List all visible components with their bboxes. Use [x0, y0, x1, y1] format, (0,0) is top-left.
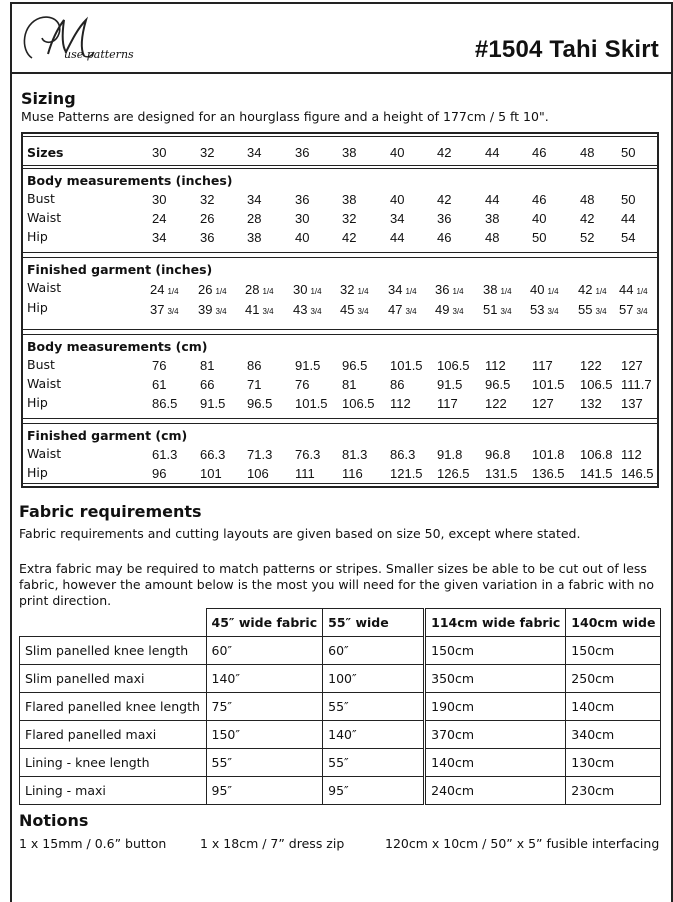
measurement-value: 96.5 [342, 358, 368, 373]
fraction-part: 3/4 [310, 307, 322, 316]
measurement-value: 86 [247, 358, 262, 373]
fraction-part: 1/4 [167, 287, 179, 296]
whole-part: 43 [293, 302, 308, 317]
fabric-amount: 55″ [206, 749, 323, 777]
measurement-value: 36 [295, 192, 310, 207]
measurement-value: 96.8 [485, 447, 511, 462]
whole-part: 51 [483, 302, 498, 317]
measurement-value: 106.5 [580, 377, 613, 392]
row-label: Waist [27, 210, 62, 225]
notion-interfacing: 120cm x 10cm / 50” x 5” fusible interfacing [385, 836, 660, 851]
measurement-value: 42 [342, 230, 357, 245]
measurement-value: 126.5 [437, 466, 470, 481]
notions-heading: Notions [19, 811, 89, 830]
measurement-value: 112 [390, 396, 411, 411]
fabric-note: Extra fabric may be required to match patterns or stripes. Smaller sizes be able to be cut out of less fabric, however the amount below is the most you will need for the given variation in a fabric with no print direction. [19, 561, 654, 608]
group-title: Finished garment (inches) [27, 262, 213, 277]
measurement-value: 91.8 [437, 447, 463, 462]
measurement-value: 91.5 [200, 396, 226, 411]
fraction-part: 1/4 [357, 287, 369, 296]
measurement-value: 76.3 [295, 447, 321, 462]
measurement-value: 91.5 [437, 377, 463, 392]
measurement-value: 48 [580, 192, 595, 207]
measurement-value: 81.3 [342, 447, 368, 462]
row-label: Hip [27, 465, 48, 480]
measurement-value: 106.8 [580, 447, 613, 462]
variation-label: Flared panelled maxi [20, 721, 207, 749]
fabric-amount: 150cm [566, 637, 661, 665]
measurement-value: 121.5 [390, 466, 423, 481]
measurement-value: 106 [247, 466, 269, 481]
measurement-value: 30 [152, 192, 167, 207]
fabric-amount: 60″ [323, 637, 425, 665]
fraction-part: 3/4 [500, 307, 512, 316]
row-label: Waist [27, 280, 62, 295]
measurement-value: 38 [485, 211, 500, 226]
whole-part: 55 [578, 302, 593, 317]
measurement-value: 32 [342, 211, 357, 226]
sizing-intro: Muse Patterns are designed for an hourglass figure and a height of 177cm / 5 ft 10". [21, 109, 549, 124]
measurement-value: 48 [485, 230, 500, 245]
measurement-value: 40 [295, 230, 310, 245]
fraction-part: 1/4 [636, 287, 648, 296]
measurement-value: 61 [152, 377, 167, 392]
measurement-value: 46 [437, 230, 452, 245]
fraction-part: 1/4 [452, 287, 464, 296]
size-value: 44 [485, 145, 500, 160]
measurement-value: 76 [295, 377, 310, 392]
group-title: Body measurements (inches) [27, 173, 233, 188]
whole-part: 47 [388, 302, 403, 317]
fraction-part: 1/4 [595, 287, 607, 296]
measurement-value: 61.3 [152, 447, 178, 462]
fraction-part: 1/4 [500, 287, 512, 296]
header [10, 2, 673, 74]
measurement-value: 96.5 [247, 396, 273, 411]
fabric-amount: 140″ [206, 665, 323, 693]
sizes-row-box [21, 136, 659, 166]
measurement-value: 117 [532, 358, 553, 373]
fabric-amount: 140″ [323, 721, 425, 749]
measurement-value: 28 [247, 211, 262, 226]
measurement-value [340, 302, 369, 317]
measurement-value: 96.5 [485, 377, 511, 392]
measurement-value [578, 302, 607, 317]
fraction-part: 3/4 [215, 307, 227, 316]
variation-label: Flared panelled knee length [20, 693, 207, 721]
row-label: Waist [27, 376, 62, 391]
measurement-value: 122 [580, 358, 602, 373]
row-label: Hip [27, 395, 48, 410]
fraction-part: 1/4 [310, 287, 322, 296]
measurement-value: 44 [390, 230, 405, 245]
measurement-value: 24 [152, 211, 167, 226]
measurement-value: 36 [437, 211, 452, 226]
measurement-value: 30 [295, 211, 310, 226]
column-header: 55″ wide [323, 609, 425, 637]
measurement-value: 44 [621, 211, 636, 226]
measurement-value [245, 282, 274, 297]
measurement-value: 32 [200, 192, 215, 207]
whole-part: 34 [388, 282, 403, 297]
measurement-value: 106.5 [437, 358, 470, 373]
fabric-amount: 60″ [206, 637, 323, 665]
fabric-intro: Fabric requirements and cutting layouts are given based on size 50, except where stated. [19, 526, 581, 541]
fabric-amount: 95″ [323, 777, 425, 805]
measurement-value: 34 [390, 211, 405, 226]
whole-part: 37 [150, 302, 165, 317]
measurement-value [530, 282, 559, 297]
measurement-value: 146.5 [621, 466, 654, 481]
size-value: 36 [295, 145, 310, 160]
fabric-amount: 55″ [323, 693, 425, 721]
row-label: Bust [27, 191, 55, 206]
measurement-value [435, 302, 464, 317]
fraction-part: 3/4 [547, 307, 559, 316]
whole-part: 26 [198, 282, 213, 297]
fabric-amount: 370cm [425, 721, 566, 749]
measurement-value: 106.5 [342, 396, 375, 411]
whole-part: 38 [483, 282, 498, 297]
whole-part: 57 [619, 302, 634, 317]
size-value: 50 [621, 145, 636, 160]
measurement-value [483, 302, 512, 317]
fabric-amount: 140cm [425, 749, 566, 777]
logo-text: use patterns [64, 48, 134, 61]
fraction-part: 1/4 [215, 287, 227, 296]
fraction-part: 3/4 [636, 307, 648, 316]
measurement-value [619, 282, 648, 297]
size-value: 42 [437, 145, 452, 160]
table-row [20, 665, 661, 693]
measurement-value: 44 [485, 192, 500, 207]
row-label: Hip [27, 300, 48, 315]
fraction-part: 3/4 [452, 307, 464, 316]
fraction-part: 3/4 [595, 307, 607, 316]
table-row [20, 721, 661, 749]
fabric-amount: 190cm [425, 693, 566, 721]
measurement-value [340, 282, 369, 297]
measurement-value [530, 302, 559, 317]
whole-part: 44 [619, 282, 634, 297]
measurement-value: 127 [532, 396, 554, 411]
whole-part: 36 [435, 282, 450, 297]
measurement-value: 111.7 [621, 377, 652, 392]
fabric-amount: 55″ [323, 749, 425, 777]
measurement-value: 34 [152, 230, 167, 245]
measurement-value: 40 [532, 211, 547, 226]
measurement-value: 50 [621, 192, 636, 207]
measurement-value [619, 302, 648, 317]
whole-part: 49 [435, 302, 450, 317]
fraction-part: 3/4 [262, 307, 274, 316]
measurement-value [198, 282, 227, 297]
size-value: 40 [390, 145, 405, 160]
measurement-value [388, 302, 417, 317]
measurement-value [150, 282, 179, 297]
fabric-amount: 100″ [323, 665, 425, 693]
measurement-value: 81 [200, 358, 215, 373]
measurement-value [483, 282, 512, 297]
fraction-part: 3/4 [357, 307, 369, 316]
measurement-value: 36 [200, 230, 215, 245]
measurement-value [245, 302, 274, 317]
measurement-value: 101.5 [295, 396, 328, 411]
measurement-value: 40 [390, 192, 405, 207]
pattern-title: #1504 Tahi Skirt [474, 36, 659, 63]
size-value: 32 [200, 145, 215, 160]
measurement-value: 76 [152, 358, 167, 373]
measurement-value: 101.8 [532, 447, 565, 462]
table-row [20, 637, 661, 665]
table-row [20, 749, 661, 777]
measurement-value: 86 [390, 377, 405, 392]
column-header: 114cm wide fabric [425, 609, 566, 637]
measurement-value: 54 [621, 230, 636, 245]
measurement-value: 86.3 [390, 447, 416, 462]
fabric-amount: 250cm [566, 665, 661, 693]
measurement-value: 91.5 [295, 358, 321, 373]
column-header: 140cm wide [566, 609, 661, 637]
measurement-value: 101.5 [390, 358, 423, 373]
measurement-value: 136.5 [532, 466, 565, 481]
fraction-part: 1/4 [405, 287, 417, 296]
whole-part: 39 [198, 302, 213, 317]
measurement-value: 111 [295, 466, 315, 481]
fabric-amount: 75″ [206, 693, 323, 721]
measurement-value: 131.5 [485, 466, 518, 481]
fabric-amount: 140cm [566, 693, 661, 721]
measurement-value [198, 302, 227, 317]
fabric-amount: 230cm [566, 777, 661, 805]
measurement-value [293, 302, 322, 317]
measurement-value: 137 [621, 396, 643, 411]
measurement-value: 141.5 [580, 466, 613, 481]
whole-part: 53 [530, 302, 545, 317]
column-header: 45″ wide fabric [206, 609, 323, 637]
whole-part: 32 [340, 282, 355, 297]
fabric-amount: 350cm [425, 665, 566, 693]
whole-part: 42 [578, 282, 593, 297]
measurement-value: 116 [342, 466, 363, 481]
measurement-value [435, 282, 464, 297]
measurement-value: 86.5 [152, 396, 178, 411]
whole-part: 24 [150, 282, 165, 297]
whole-part: 28 [245, 282, 260, 297]
measurement-value: 42 [580, 211, 595, 226]
row-label: Hip [27, 229, 48, 244]
whole-part: 45 [340, 302, 355, 317]
measurement-value [388, 282, 417, 297]
measurement-value: 66.3 [200, 447, 226, 462]
measurement-value: 81 [342, 377, 357, 392]
measurement-value: 101 [200, 466, 222, 481]
notion-button: 1 x 15mm / 0.6” button [19, 836, 167, 851]
measurement-value: 132 [580, 396, 602, 411]
measurement-value [293, 282, 322, 297]
measurement-value: 66 [200, 377, 215, 392]
fabric-amount: 95″ [206, 777, 323, 805]
fraction-part: 3/4 [167, 307, 179, 316]
size-value: 34 [247, 145, 262, 160]
fabric-heading: Fabric requirements [19, 502, 202, 521]
fabric-amount: 240cm [425, 777, 566, 805]
variation-label: Lining - knee length [20, 749, 207, 777]
table-row [20, 777, 661, 805]
sizes-label: Sizes [27, 145, 64, 160]
measurement-value: 26 [200, 211, 215, 226]
row-label: Bust [27, 357, 55, 372]
measurement-value: 42 [437, 192, 452, 207]
measurement-value: 38 [342, 192, 357, 207]
fabric-amount: 130cm [566, 749, 661, 777]
measurement-value: 101.5 [532, 377, 565, 392]
measurement-value: 122 [485, 396, 507, 411]
fabric-amount: 150″ [206, 721, 323, 749]
size-value: 30 [152, 145, 167, 160]
notion-zip: 1 x 18cm / 7” dress zip [200, 836, 345, 851]
fraction-part: 1/4 [547, 287, 559, 296]
whole-part: 40 [530, 282, 545, 297]
measurement-value [150, 302, 179, 317]
measurement-value: 52 [580, 230, 595, 245]
measurement-value: 127 [621, 358, 643, 373]
measurement-value: 38 [247, 230, 262, 245]
measurement-value: 46 [532, 192, 547, 207]
row-label: Waist [27, 446, 62, 461]
measurement-value: 71 [247, 377, 262, 392]
sizing-heading: Sizing [21, 89, 76, 108]
whole-part: 41 [245, 302, 260, 317]
whole-part: 30 [293, 282, 308, 297]
variation-label: Slim panelled maxi [20, 665, 207, 693]
fabric-amount: 340cm [566, 721, 661, 749]
variation-label: Lining - maxi [20, 777, 207, 805]
measurement-value: 71.3 [247, 447, 273, 462]
fraction-part: 1/4 [262, 287, 274, 296]
measurement-value: 112 [621, 447, 642, 462]
size-value: 38 [342, 145, 357, 160]
fabric-amount: 150cm [425, 637, 566, 665]
table-row [20, 693, 661, 721]
variation-label: Slim panelled knee length [20, 637, 207, 665]
size-value: 46 [532, 145, 547, 160]
measurement-value: 96 [152, 466, 167, 481]
measurement-value [578, 282, 607, 297]
size-value: 48 [580, 145, 595, 160]
measurement-value: 50 [532, 230, 547, 245]
fabric-table [19, 608, 661, 805]
measurement-value: 34 [247, 192, 262, 207]
measurement-value: 117 [437, 396, 458, 411]
group-title: Body measurements (cm) [27, 339, 208, 354]
fraction-part: 3/4 [405, 307, 417, 316]
measurement-value: 112 [485, 358, 506, 373]
group-title: Finished garment (cm) [27, 428, 188, 443]
